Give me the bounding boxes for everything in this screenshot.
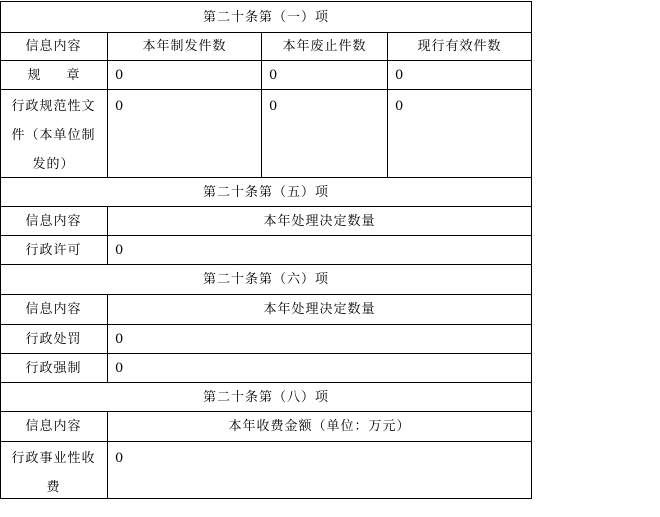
value-penalty: 0 — [115, 331, 124, 347]
value-regulations-repealed: 0 — [269, 67, 278, 83]
row-label-regulations: 规 章 — [27, 67, 80, 83]
value-normative-valid: 0 — [395, 99, 404, 114]
value-enforcement: 0 — [115, 360, 124, 376]
row-label-line: 发的） — [32, 157, 75, 172]
header-decision-count: 本年处理决定数量 — [263, 213, 376, 229]
section-title: 第二十条第（一）项 — [202, 9, 329, 25]
row-label-licensing: 行政许可 — [25, 242, 82, 258]
value-regulations-issued: 0 — [115, 67, 124, 83]
row-label-enforcement: 行政强制 — [25, 360, 82, 376]
row-label-line: 行政事业性收 — [11, 451, 96, 466]
value-normative-issued: 0 — [115, 99, 124, 114]
row-label-penalty: 行政处罚 — [25, 331, 82, 347]
row-label-normative-documents — [0, 92, 107, 179]
header-decision-count: 本年处理决定数量 — [263, 302, 376, 317]
value-admin-fees: 0 — [115, 451, 124, 466]
header-info-content: 信息内容 — [25, 302, 82, 317]
header-info-content: 信息内容 — [25, 419, 82, 434]
value-normative-repealed: 0 — [269, 99, 278, 114]
header-info-content: 信息内容 — [25, 213, 82, 229]
row-label-admin-fees — [0, 444, 107, 502]
section-title: 第二十条第（八）项 — [202, 389, 329, 405]
row-label-line: 件（本单位制 — [11, 128, 96, 143]
value-regulations-valid: 0 — [395, 67, 404, 83]
value-licensing: 0 — [115, 242, 124, 258]
row-label-line: 行政规范性文 — [11, 99, 96, 114]
section-title: 第二十条第（六）项 — [202, 272, 329, 287]
row-label-line: 费 — [46, 480, 61, 495]
header-info-content: 信息内容 — [25, 39, 82, 54]
header-fee-amount: 本年收费金额（单位：万元） — [228, 419, 411, 434]
header-valid-count: 现行有效件数 — [417, 39, 502, 54]
header-repealed-count: 本年废止件数 — [282, 39, 367, 54]
section-title: 第二十条第（五）项 — [202, 184, 329, 200]
header-issued-count: 本年制发件数 — [142, 39, 227, 54]
